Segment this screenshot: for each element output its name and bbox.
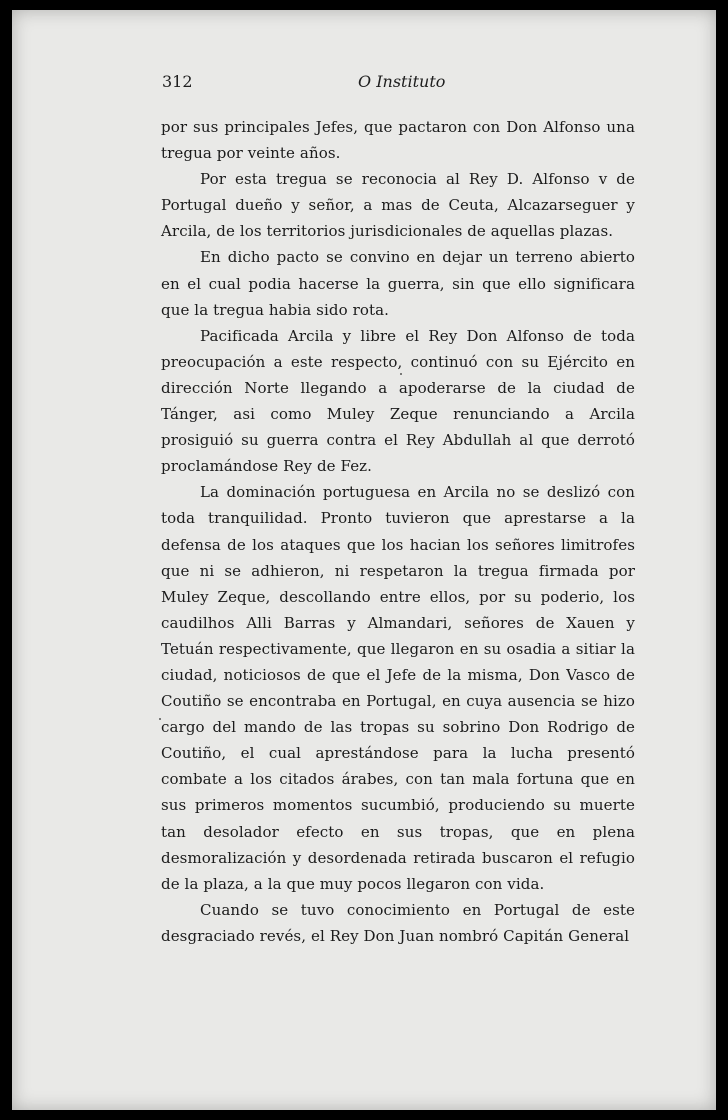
body-text	[161, 114, 635, 949]
paragraph-pacto: En dicho pacto se convino en dejar un terreno abierto en el cual podia hacerse la guerra, sin que ello significara que la tregua habia sido rota.	[161, 248, 635, 319]
paragraph-arcila: Pacificada Arcila y libre el Rey Don Alfonso de toda preocupación a este respecto, continuó con su Ejército en dirección Norte llegando a apoderarse de la ciudad de Tánger, asi como Muley Zeque renunciando a Arcila prosiguió su guerra contra el Rey Abdullah al que derrotó proclamándose Rey de Fez.	[161, 326, 635, 476]
paragraph-continuation: por sus principales Jefes, que pactaron con Don Alfonso una tregua por veinte años.	[161, 118, 635, 163]
page-header	[162, 72, 642, 96]
page-number: 312	[162, 72, 193, 91]
running-title: O Instituto	[358, 72, 446, 91]
paragraph-tregua: Por esta tregua se reconocia al Rey D. Alfonso v de Portugal dueño y señor, a mas de Ceuta, Alcazarseguer y Arcila, de los territorios jurisdicionales de aquellas plazas.	[161, 170, 635, 241]
paragraph-dominacion: La dominación portuguesa en Arcila no se deslizó con toda tranquilidad. Pronto tuvieron que aprestarse a la defensa de los ataques que los hacian los señores limitrofes que ni se adhieron, ni respetaron la tregua firmada por Muley Zeque, descollando entre ellos, por su poderio, los caudilhos Alli Barras y Almandari, señores de Xauen y Tetuán respectivamente, que llegaron en su osadia a sitiar la ciudad, noticiosos de que el Jefe de la misma, Don Vasco de Coutiño se encontraba en Portugal, en cuya ausencia se hizo cargo del mando de las tropas su sobrino Don Rodrigo de Coutiño, el cual aprestándose para la lucha presentó combate a los citados árabes, con tan mala fortuna que en sus primeros momentos sucumbió, produciendo su muerte tan desolador efecto en sus tropas, que en plena desmoralización y desordenada retirada buscaron el refugio de la plaza, a la que muy pocos llegaron con vida.	[161, 483, 635, 893]
paragraph-conocimiento: Cuando se tuvo conocimiento en Portugal de este desgraciado revés, el Rey Don Juan nombró Capitán General	[161, 900, 635, 945]
